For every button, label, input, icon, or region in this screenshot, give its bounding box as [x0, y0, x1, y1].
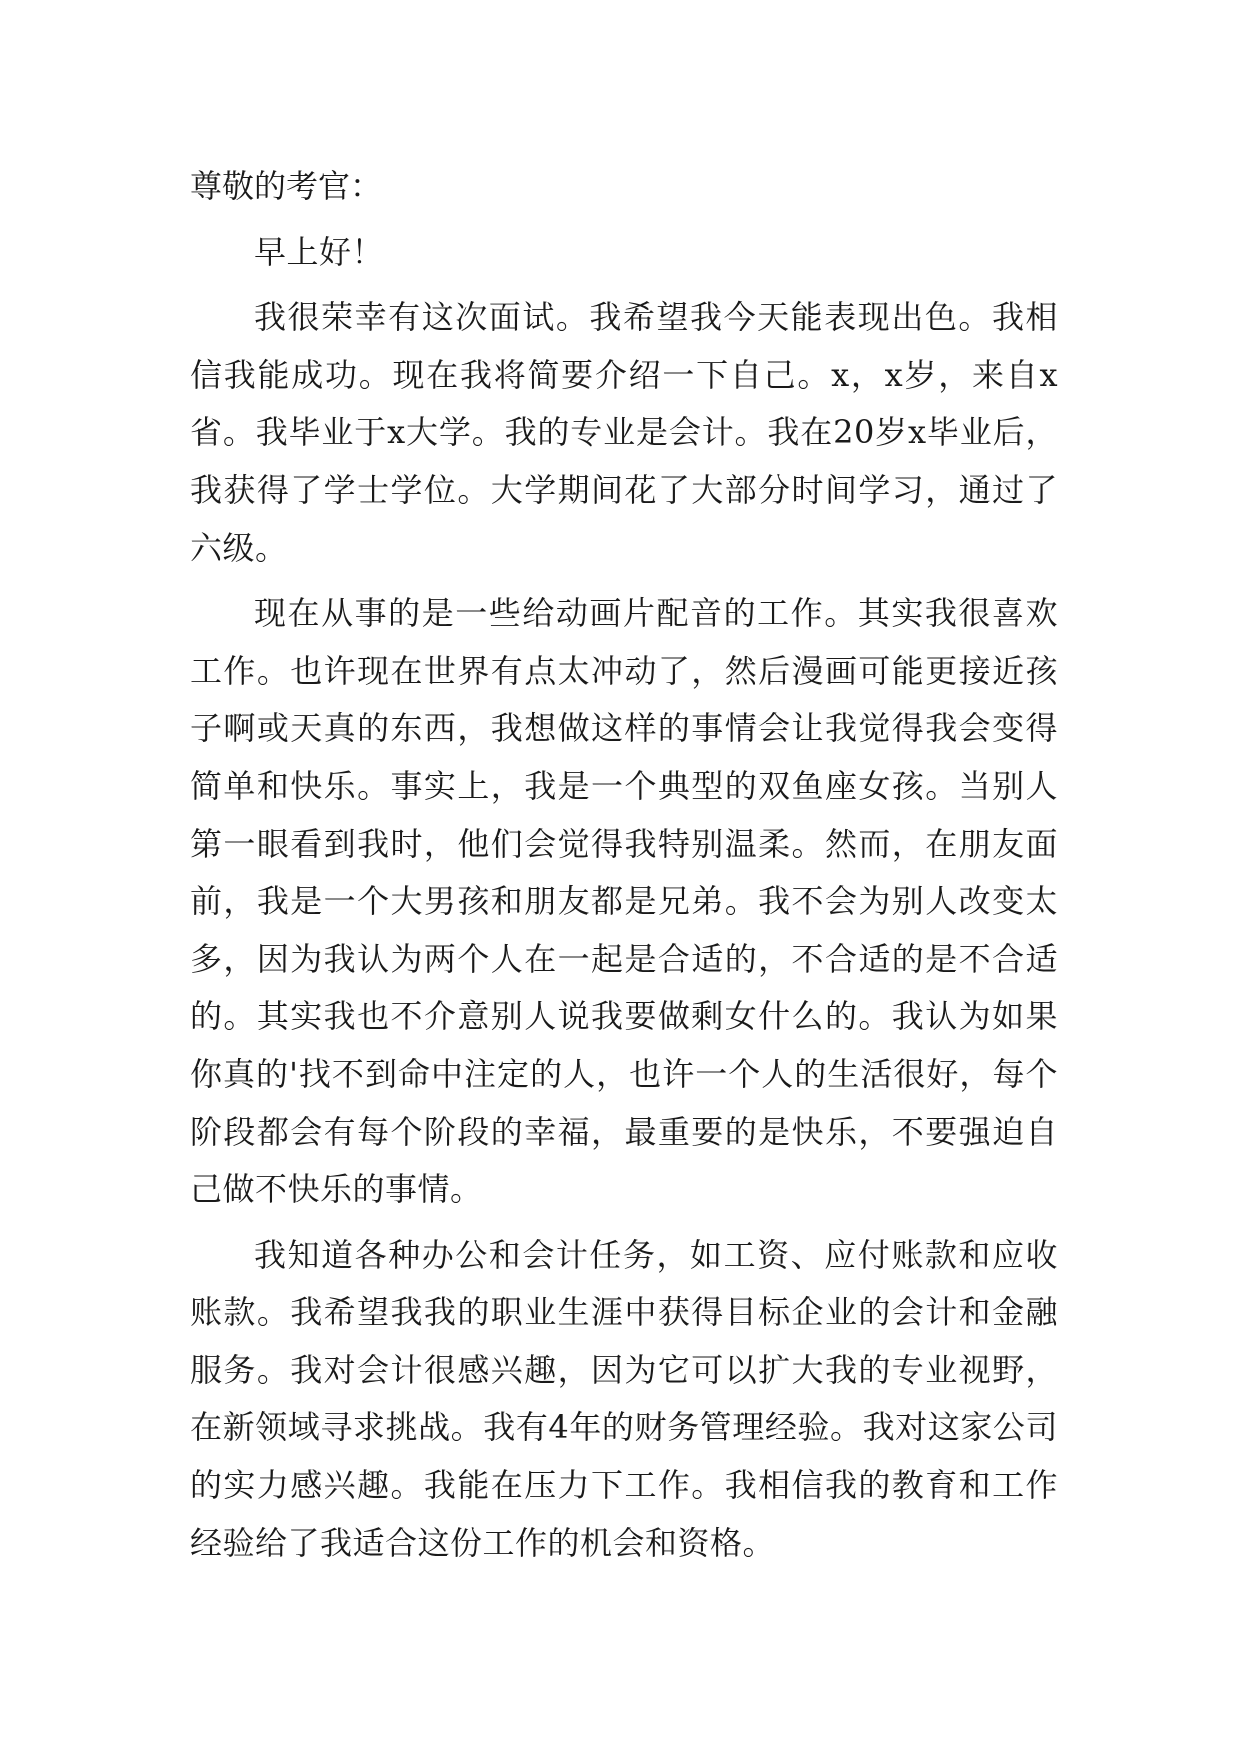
intro-paragraph: 我很荣幸有这次面试。我希望我今天能表现出色。我相信我能成功。现在我将简要介绍一下自己。x，x岁，来自x省。我毕业于x大学。我的专业是会计。我在20岁x毕业后，我获得了学士学位。大学期间花了大部分时间学习，通过了六级。 [190, 298, 1058, 567]
document-body [190, 158, 1058, 1580]
greeting-paragraph: 早上好！ [254, 232, 385, 271]
career-goals-paragraph: 我知道各种办公和会计任务，如工资、应付账款和应收账款。我希望我我的职业生涯中获得目标企业的会计和金融服务。我对会计很感兴趣，因为它可以扩大我的专业视野，在新领域寻求挑战。我有4年的财务管理经验。我对这家公司的实力感兴趣。我能在压力下工作。我相信我的教育和工作经验给了我适合这份工作的机会和资格。 [190, 1235, 1058, 1562]
salutation: 尊敬的考官： [190, 167, 383, 205]
work-personality-paragraph: 现在从事的是一些给动画片配音的工作。其实我很喜欢工作。也许现在世界有点太冲动了，然后漫画可能更接近孩子啊或天真的东西，我想做这样的事情会让我觉得我会变得简单和快乐。事实上，我是一个典型的双鱼座女孩。当别人第一眼看到我时，他们会觉得我特别温柔。然而，在朋友面前，我是一个大男孩和朋友都是兄弟。我不会为别人改变太多，因为我认为两个人在一起是合适的，不合适的是不合适的。其实我也不介意别人说我要做剩女什么的。我认为如果你真的'找不到命中注定的人，也许一个人的生活很好，每个阶段都会有每个阶段的幸福，最重要的是快乐，不要强迫自己做不快乐的事情。 [190, 594, 1058, 1209]
